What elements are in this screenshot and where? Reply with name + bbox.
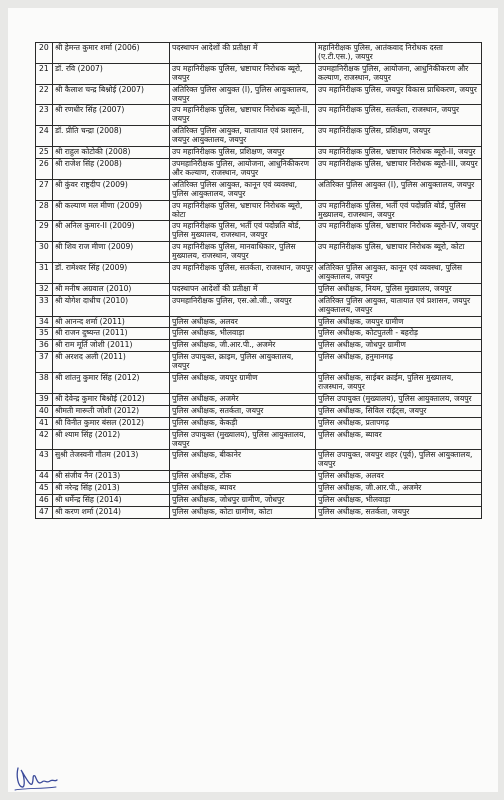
new-posting: पुलिस अधीक्षक, कोटपुतली - बहरोड़ bbox=[316, 328, 482, 340]
serial-number: 32 bbox=[36, 283, 53, 295]
table-row bbox=[36, 471, 482, 483]
new-posting: पुलिस अधीक्षक, भीलवाड़ा bbox=[316, 495, 482, 507]
serial-number: 44 bbox=[36, 471, 53, 483]
officer-name: श्री मनीष अग्रवाल (2010) bbox=[53, 283, 170, 295]
officer-name: श्री शांतनु कुमार सिंह (2012) bbox=[53, 373, 170, 394]
officer-name: श्री विनीत कुमार बंसल (2012) bbox=[53, 417, 170, 429]
new-posting: पुलिस अधीक्षक, जी.आर.पी., अजमेर bbox=[316, 483, 482, 495]
table-row bbox=[36, 405, 482, 417]
officer-name: श्री रणधीर सिंह (2007) bbox=[53, 105, 170, 126]
serial-number: 40 bbox=[36, 405, 53, 417]
current-posting: अतिरिक्त पुलिस आयुक्त, यातायात एवं प्रशासन, जयपुर आयुक्तालय, जयपुर bbox=[170, 126, 316, 147]
table-row bbox=[36, 316, 482, 328]
current-posting: उप महानिरीक्षक पुलिस, सतर्कता, राजस्थान, जयपुर bbox=[170, 263, 316, 284]
current-posting: पुलिस अधीक्षक, अलवर bbox=[170, 316, 316, 328]
current-posting: पुलिस अधीक्षक, ब्यावर bbox=[170, 483, 316, 495]
table-row bbox=[36, 450, 482, 471]
table-row bbox=[36, 147, 482, 159]
new-posting: पुलिस अधीक्षक, साईबर क्राईम, पुलिस मुख्यालय, राजस्थान, जयपुर bbox=[316, 373, 482, 394]
table-row bbox=[36, 506, 482, 518]
current-posting: अतिरिक्त पुलिस आयुक्त, कानून एवं व्यवस्था, पुलिस आयुक्तालय, जयपुर bbox=[170, 179, 316, 200]
current-posting: पुलिस अधीक्षक, अजमेर bbox=[170, 393, 316, 405]
serial-number: 46 bbox=[36, 495, 53, 507]
new-posting: पुलिस अधीक्षक, नियम, पुलिस मुख्यालय, जयपुर bbox=[316, 283, 482, 295]
current-posting: पदस्थापन आदेशों की प्रतीक्षा में bbox=[170, 43, 316, 64]
table-row bbox=[36, 340, 482, 352]
officer-name: श्री श्याम सिंह (2012) bbox=[53, 429, 170, 450]
new-posting: पुलिस उपायुक्त, जयपुर शहर (पूर्व), पुलिस आयुक्तालय, जयपुर bbox=[316, 450, 482, 471]
current-posting: पुलिस अधीक्षक, जी.आर.पी., अजमेर bbox=[170, 340, 316, 352]
serial-number: 21 bbox=[36, 63, 53, 84]
table-row bbox=[36, 63, 482, 84]
new-posting: उप महानिरीक्षक पुलिस, भर्ती एवं पदोन्नति बोर्ड, पुलिस मुख्यालय, राजस्थान, जयपुर bbox=[316, 200, 482, 221]
serial-number: 29 bbox=[36, 221, 53, 242]
table-row bbox=[36, 429, 482, 450]
serial-number: 33 bbox=[36, 295, 53, 316]
table-row bbox=[36, 179, 482, 200]
new-posting: पुलिस अधीक्षक, सिविल राईट्स, जयपुर bbox=[316, 405, 482, 417]
serial-number: 37 bbox=[36, 352, 53, 373]
table-row bbox=[36, 328, 482, 340]
officer-name: श्री अनिल कुमार-II (2009) bbox=[53, 221, 170, 242]
new-posting: अतिरिक्त पुलिस आयुक्त, कानून एवं व्यवस्था, पुलिस आयुक्तालय, जयपुर bbox=[316, 263, 482, 284]
new-posting: पुलिस अधीक्षक, सतर्कता, जयपुर bbox=[316, 506, 482, 518]
officer-name: श्री राम मूर्ति जोशी (2011) bbox=[53, 340, 170, 352]
new-posting: उप महानिरीक्षक पुलिस, भ्रष्टाचार निरोधक ब्यूरो, कोटा bbox=[316, 242, 482, 263]
new-posting: पुलिस अधीक्षक, जयपुर ग्रामीण bbox=[316, 316, 482, 328]
new-posting: पुलिस अधीक्षक, ब्यावर bbox=[316, 429, 482, 450]
table-row bbox=[36, 105, 482, 126]
officer-name: सुश्री तेजस्वनी गौतम (2013) bbox=[53, 450, 170, 471]
new-posting: उप महानिरीक्षक पुलिस, जयपुर विकास प्राधिकरण, जयपुर bbox=[316, 84, 482, 105]
new-posting: पुलिस उपायुक्त (मुख्यालय), पुलिस आयुक्तालय, जयपुर bbox=[316, 393, 482, 405]
new-posting: उपमहानिरीक्षक पुलिस, आयोजना, आधुनिकीकरण और कल्याण, राजस्थान, जयपुर bbox=[316, 63, 482, 84]
current-posting: उपमहानिरीक्षक पुलिस, आयोजना, आधुनिकीकरण और कल्याण, राजस्थान, जयपुर bbox=[170, 158, 316, 179]
table-row bbox=[36, 242, 482, 263]
current-posting: पुलिस अधीक्षक, केकड़ी bbox=[170, 417, 316, 429]
table-row bbox=[36, 417, 482, 429]
current-posting: उप महानिरीक्षक पुलिस, भ्रष्टाचार निरोधक ब्यूरो-II, जयपुर bbox=[170, 105, 316, 126]
serial-number: 24 bbox=[36, 126, 53, 147]
table-row bbox=[36, 495, 482, 507]
serial-number: 43 bbox=[36, 450, 53, 471]
officer-name: श्री करण शर्मा (2014) bbox=[53, 506, 170, 518]
table-row bbox=[36, 43, 482, 64]
officer-name: श्री कल्याण मल मीणा (2009) bbox=[53, 200, 170, 221]
current-posting: उप महानिरीक्षक पुलिस, भर्ती एवं पदोन्नति बोर्ड, पुलिस मुख्यालय, राजस्थान, जयपुर bbox=[170, 221, 316, 242]
transfer-table-body bbox=[36, 43, 482, 519]
table-row bbox=[36, 221, 482, 242]
officer-name: डॉ. रामेश्वर सिंह (2009) bbox=[53, 263, 170, 284]
table-row bbox=[36, 200, 482, 221]
current-posting: पुलिस अधीक्षक, बीकानेर bbox=[170, 450, 316, 471]
serial-number: 36 bbox=[36, 340, 53, 352]
table-row bbox=[36, 352, 482, 373]
officer-name: श्री नरेन्द्र सिंह (2013) bbox=[53, 483, 170, 495]
signature-icon bbox=[12, 760, 58, 792]
serial-number: 31 bbox=[36, 263, 53, 284]
officer-name: श्री राहुल कोटोकी (2008) bbox=[53, 147, 170, 159]
officer-name: डॉ. प्रीति चन्द्रा (2008) bbox=[53, 126, 170, 147]
new-posting: पुलिस अधीक्षक, हनुमानगढ़ bbox=[316, 352, 482, 373]
serial-number: 23 bbox=[36, 105, 53, 126]
current-posting: उपमहानिरीक्षक पुलिस, एस.ओ.जी., जयपुर bbox=[170, 295, 316, 316]
serial-number: 34 bbox=[36, 316, 53, 328]
table-row bbox=[36, 283, 482, 295]
officer-name: श्री शिव राज मीणा (2009) bbox=[53, 242, 170, 263]
serial-number: 26 bbox=[36, 158, 53, 179]
table-row bbox=[36, 393, 482, 405]
officer-name: डॉ. रवि (2007) bbox=[53, 63, 170, 84]
officer-name: श्री हेमन्त कुमार शर्मा (2006) bbox=[53, 43, 170, 64]
serial-number: 47 bbox=[36, 506, 53, 518]
current-posting: उप महानिरीक्षक पुलिस, भ्रष्टाचार निरोधक ब्यूरो, कोटा bbox=[170, 200, 316, 221]
current-posting: पुलिस अधीक्षक, सतर्कता, जयपुर bbox=[170, 405, 316, 417]
new-posting: पुलिस अधीक्षक, प्रतापगढ़ bbox=[316, 417, 482, 429]
serial-number: 38 bbox=[36, 373, 53, 394]
serial-number: 30 bbox=[36, 242, 53, 263]
table-row bbox=[36, 483, 482, 495]
new-posting: उप महानिरीक्षक पुलिस, भ्रष्टाचार निरोधक ब्यूरो-IV, जयपुर bbox=[316, 221, 482, 242]
officer-name: श्री धर्मेन्द्र सिंह (2014) bbox=[53, 495, 170, 507]
table-row bbox=[36, 158, 482, 179]
current-posting: पुलिस उपायुक्त (मुख्यालय), पुलिस आयुक्तालय, जयपुर bbox=[170, 429, 316, 450]
serial-number: 28 bbox=[36, 200, 53, 221]
officer-name: श्री आनन्द शर्मा (2011) bbox=[53, 316, 170, 328]
document-page bbox=[8, 8, 498, 792]
transfer-table bbox=[35, 42, 482, 519]
serial-number: 22 bbox=[36, 84, 53, 105]
new-posting: पुलिस अधीक्षक, जोधपुर ग्रामीण bbox=[316, 340, 482, 352]
officer-name: श्री राजन दुष्यन्त (2011) bbox=[53, 328, 170, 340]
serial-number: 20 bbox=[36, 43, 53, 64]
serial-number: 45 bbox=[36, 483, 53, 495]
officer-name: श्री कैलाश चन्द्र बिश्नोई (2007) bbox=[53, 84, 170, 105]
current-posting: उप महानिरीक्षक पुलिस, भ्रष्टाचार निरोधक ब्यूरो, जयपुर bbox=[170, 63, 316, 84]
current-posting: पुलिस अधीक्षक, टोंक bbox=[170, 471, 316, 483]
table-row bbox=[36, 126, 482, 147]
table-row bbox=[36, 84, 482, 105]
current-posting: अतिरिक्त पुलिस आयुक्त (I), पुलिस आयुक्तालय, जयपुर bbox=[170, 84, 316, 105]
officer-name: श्री देवेन्द्र कुमार बिश्नोई (2012) bbox=[53, 393, 170, 405]
serial-number: 27 bbox=[36, 179, 53, 200]
current-posting: उप महानिरीक्षक पुलिस, प्रशिक्षण, जयपुर bbox=[170, 147, 316, 159]
new-posting: महानिरीक्षक पुलिस, आतंकवाद निरोधक दस्ता (ए.टी.एस.), जयपुर bbox=[316, 43, 482, 64]
officer-name: श्री योगेश दाधीच (2010) bbox=[53, 295, 170, 316]
table-row bbox=[36, 263, 482, 284]
new-posting: अतिरिक्त पुलिस आयुक्त (I), पुलिस आयुक्तालय, जयपुर bbox=[316, 179, 482, 200]
current-posting: उप महानिरीक्षक पुलिस, मानवाधिकार, पुलिस मुख्यालय, राजस्थान, जयपुर bbox=[170, 242, 316, 263]
new-posting: अतिरिक्त पुलिस आयुक्त, यातायात एवं प्रशासन, जयपुर आयुक्तालय, जयपुर bbox=[316, 295, 482, 316]
new-posting: उप महानिरीक्षक पुलिस, प्रशिक्षण, जयपुर bbox=[316, 126, 482, 147]
current-posting: पुलिस अधीक्षक, जयपुर ग्रामीण bbox=[170, 373, 316, 394]
table-row bbox=[36, 373, 482, 394]
current-posting: पुलिस अधीक्षक, जोधपुर ग्रामीण, जोधपुर bbox=[170, 495, 316, 507]
officer-name: श्रीमती मारूती जोशी (2012) bbox=[53, 405, 170, 417]
serial-number: 39 bbox=[36, 393, 53, 405]
table-row bbox=[36, 295, 482, 316]
serial-number: 41 bbox=[36, 417, 53, 429]
new-posting: उप महानिरीक्षक पुलिस, भ्रष्टाचार निरोधक ब्यूरो-III, जयपुर bbox=[316, 158, 482, 179]
serial-number: 35 bbox=[36, 328, 53, 340]
officer-name: श्री संजीव नैन (2013) bbox=[53, 471, 170, 483]
new-posting: पुलिस अधीक्षक, अलवर bbox=[316, 471, 482, 483]
current-posting: पुलिस उपायुक्त, क्राइम, पुलिस आयुक्तालय, जयपुर bbox=[170, 352, 316, 373]
current-posting: पुलिस अधीक्षक, कोटा ग्रामीण, कोटा bbox=[170, 506, 316, 518]
serial-number: 25 bbox=[36, 147, 53, 159]
current-posting: पुलिस अधीक्षक, भीलवाड़ा bbox=[170, 328, 316, 340]
current-posting: पदस्थापन आदेशों की प्रतीक्षा में bbox=[170, 283, 316, 295]
new-posting: उप महानिरीक्षक पुलिस, भ्रष्टाचार निरोधक ब्यूरो-II, जयपुर bbox=[316, 147, 482, 159]
officer-name: श्री अरशद अली (2011) bbox=[53, 352, 170, 373]
serial-number: 42 bbox=[36, 429, 53, 450]
officer-name: श्री राजेश सिंह (2008) bbox=[53, 158, 170, 179]
officer-name: श्री कुंवर राष्ट्रदीप (2009) bbox=[53, 179, 170, 200]
new-posting: उप महानिरीक्षक पुलिस, सतर्कता, राजस्थान, जयपुर bbox=[316, 105, 482, 126]
